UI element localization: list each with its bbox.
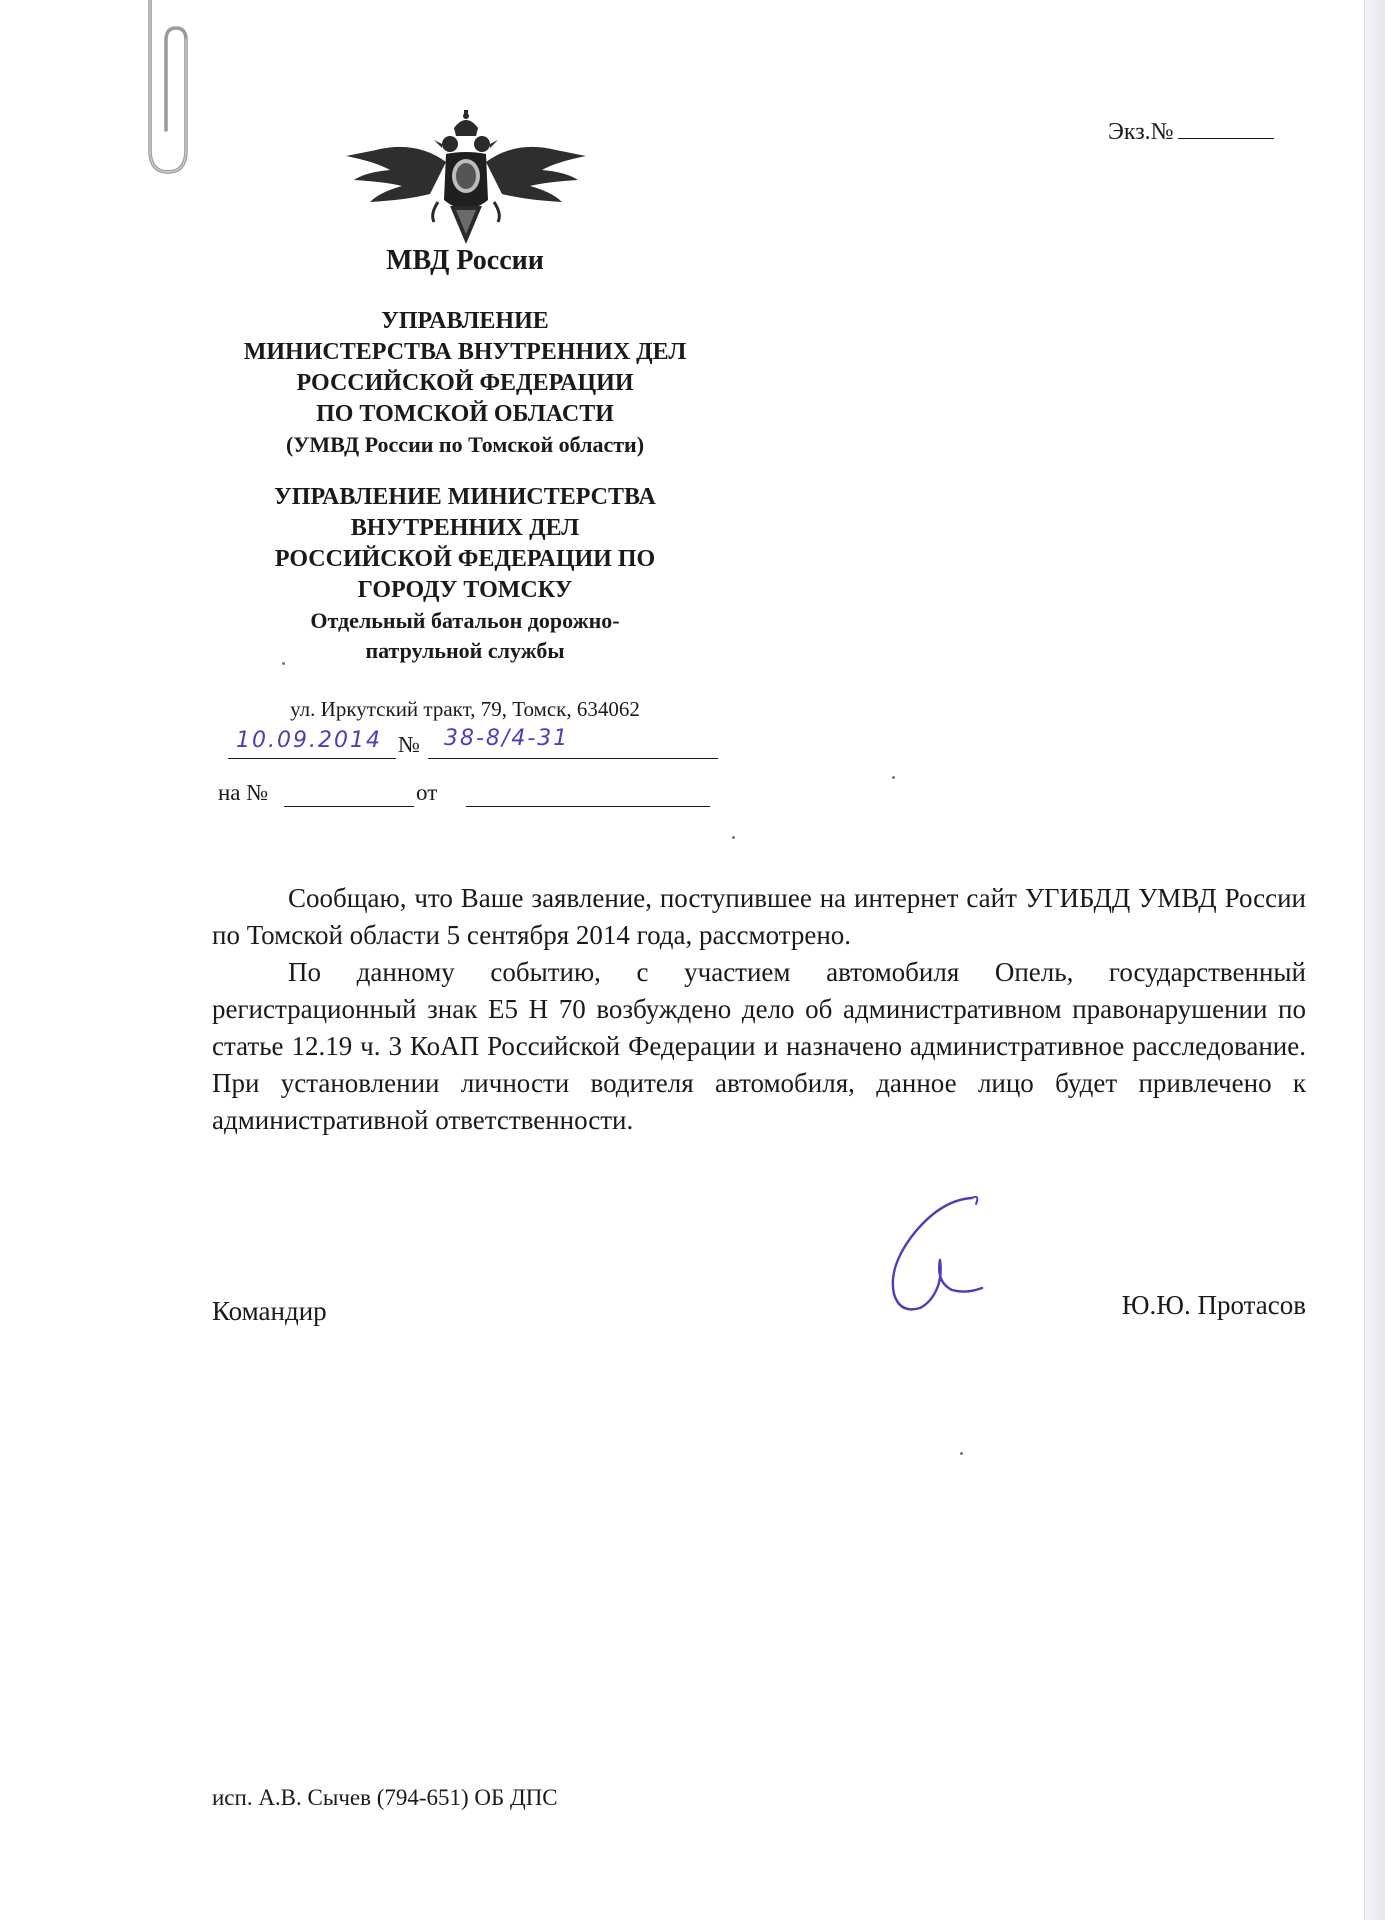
reference-row [218, 780, 718, 814]
handwritten-number: 38-8/4-31 [444, 726, 570, 751]
department-line: УПРАВЛЕНИЕ [381, 308, 549, 334]
paper-edge [1364, 0, 1385, 1920]
number-field [428, 728, 718, 759]
department-address: ул. Иркутский тракт, 79, Томск, 634062 [290, 697, 640, 721]
battalion-line: патрульной службы [365, 638, 565, 663]
executor-note: исп. А.В. Сычев (794-651) ОБ ДПС [212, 1785, 558, 1810]
body-paragraph: По данному событию, с участием автомобиля Опель, государственный регистрационный знак Е5 Н 70 возбуждено дело об административном правонарушении по статье 12.19 ч. 3 КоАП Российской Федерации и назначено административное расследование. При установлении личности водителя автомобиля, данное лицо будет привлечено к административной ответственности. [212, 957, 1306, 1135]
reference-date-blank [466, 780, 710, 807]
reference-number-label: на № [218, 780, 269, 805]
department-line: ПО ТОМСКОЙ ОБЛАСТИ [316, 401, 614, 427]
paperclip-icon [132, 0, 202, 180]
copy-number-blank [1178, 118, 1274, 139]
department-line: РОССИЙСКОЙ ФЕДЕРАЦИИ [296, 370, 634, 396]
letter-body [212, 880, 1306, 1139]
scan-speck [960, 1452, 963, 1455]
signer-name: Ю.Ю. Протасов [1121, 1290, 1306, 1320]
body-paragraph: Сообщаю, что Ваше заявление, поступившее на интернет сайт УГИБДД УМВД России по Томской области 5 сентября 2014 года, рассмотрено. [212, 883, 1306, 950]
letterhead [200, 244, 730, 666]
copy-number [1108, 118, 1274, 146]
city-department-line: ГОРОДУ ТОМСКУ [357, 577, 573, 603]
date-field [228, 728, 396, 759]
department-abbreviation: (УМВД России по Томской области) [285, 432, 645, 457]
scan-speck [282, 662, 285, 665]
reference-date-label: от [416, 780, 438, 805]
copy-number-label: Экз.№ [1108, 119, 1174, 145]
registration-row [228, 728, 718, 762]
city-department-line: УПРАВЛЕНИЕ МИНИСТЕРСТВА [274, 484, 656, 510]
number-sign: № [398, 732, 420, 757]
signoff-row [212, 1290, 1306, 1340]
scan-speck [892, 776, 895, 779]
city-department-line: РОССИЙСКОЙ ФЕДЕРАЦИИ ПО [274, 546, 656, 572]
reference-number-blank [284, 780, 414, 807]
city-department-line: ВНУТРЕННИХ ДЕЛ [350, 515, 580, 541]
double-headed-eagle-icon [346, 110, 586, 250]
ministry-short-name: МВД России [386, 245, 544, 276]
scan-speck [732, 836, 735, 839]
battalion-line: Отдельный батальон дорожно- [310, 608, 620, 633]
department-line: МИНИСТЕРСТВА ВНУТРЕННИХ ДЕЛ [243, 339, 687, 365]
signer-position: Командир [212, 1296, 327, 1326]
handwritten-date: 10.09.2014 [236, 728, 382, 753]
